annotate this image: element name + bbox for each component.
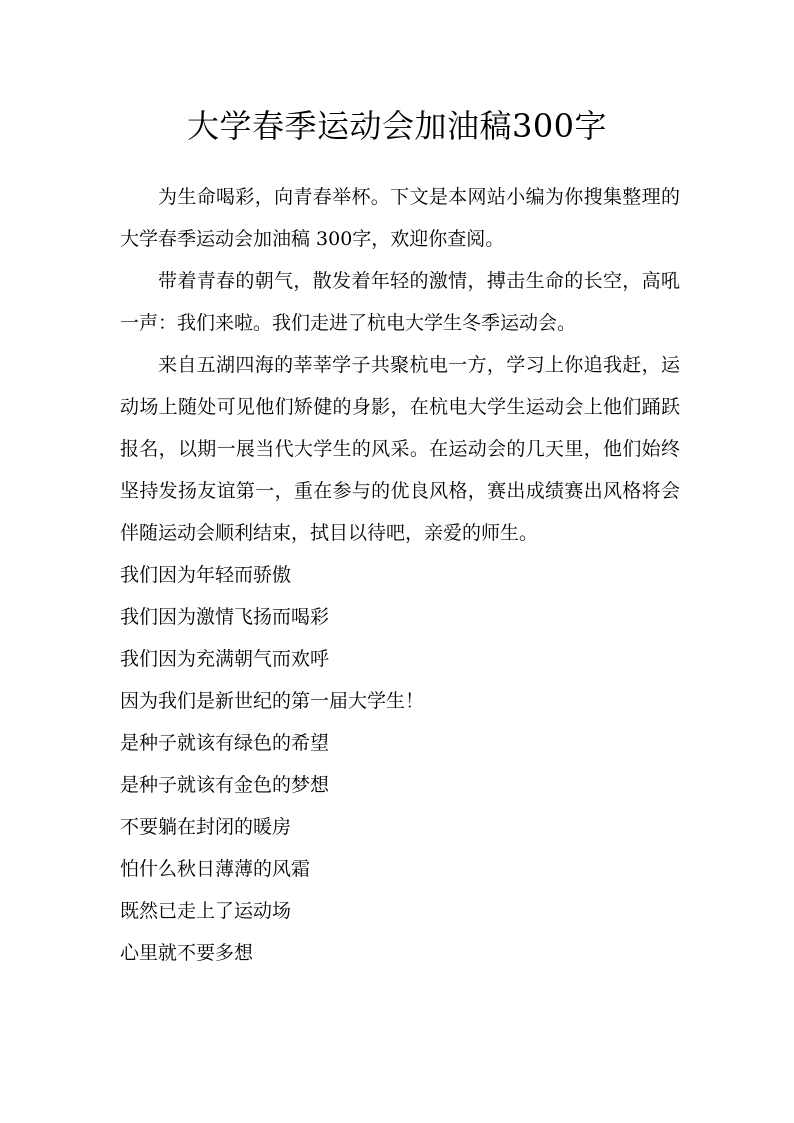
poem-line: 心里就不要多想	[120, 942, 254, 964]
poem-line: 怕什么秋日薄薄的风霜	[120, 858, 311, 880]
poem-line: 因为我们是新世纪的第一届大学生！	[120, 690, 425, 712]
document-title: 大学春季运动会加油稿300字	[186, 107, 608, 145]
poem-line: 我们因为充满朝气而欢呼	[120, 648, 330, 670]
paragraph-intro: 为生命喝彩，向青春举杯。下文是本网站小编为你搜集整理的大学春季运动会加油稿 300字，欢迎你查阅。	[120, 186, 680, 250]
paragraph-main: 来自五湖四海的莘莘学子共聚杭电一方，学习上你追我赶，运动场上随处可见他们矫健的身影，在杭电大学生运动会上他们踊跃报名，以期一展当代大学生的风采。在运动会的几天里，他们始终坚持发扬友谊第一，重在参与的优良风格，赛出成绩赛出风格将会伴随运动会顺利结束，拭目以待吧，亲爱的师生。	[120, 354, 680, 544]
poem-block	[120, 554, 680, 974]
paragraph-opening: 带着青春的朝气，散发着年轻的激情，搏击生命的长空，高吼一声：我们来啦。我们走进了杭电大学生冬季运动会。	[120, 270, 680, 334]
poem-line: 是种子就该有绿色的希望	[120, 732, 330, 754]
poem-line: 既然已走上了运动场	[120, 900, 292, 922]
poem-line: 不要躺在封闭的暖房	[120, 816, 292, 838]
poem-line: 我们因为年轻而骄傲	[120, 564, 292, 586]
poem-line: 我们因为激情飞扬而喝彩	[120, 606, 330, 628]
document-body	[120, 176, 680, 974]
poem-line: 是种子就该有金色的梦想	[120, 774, 330, 796]
